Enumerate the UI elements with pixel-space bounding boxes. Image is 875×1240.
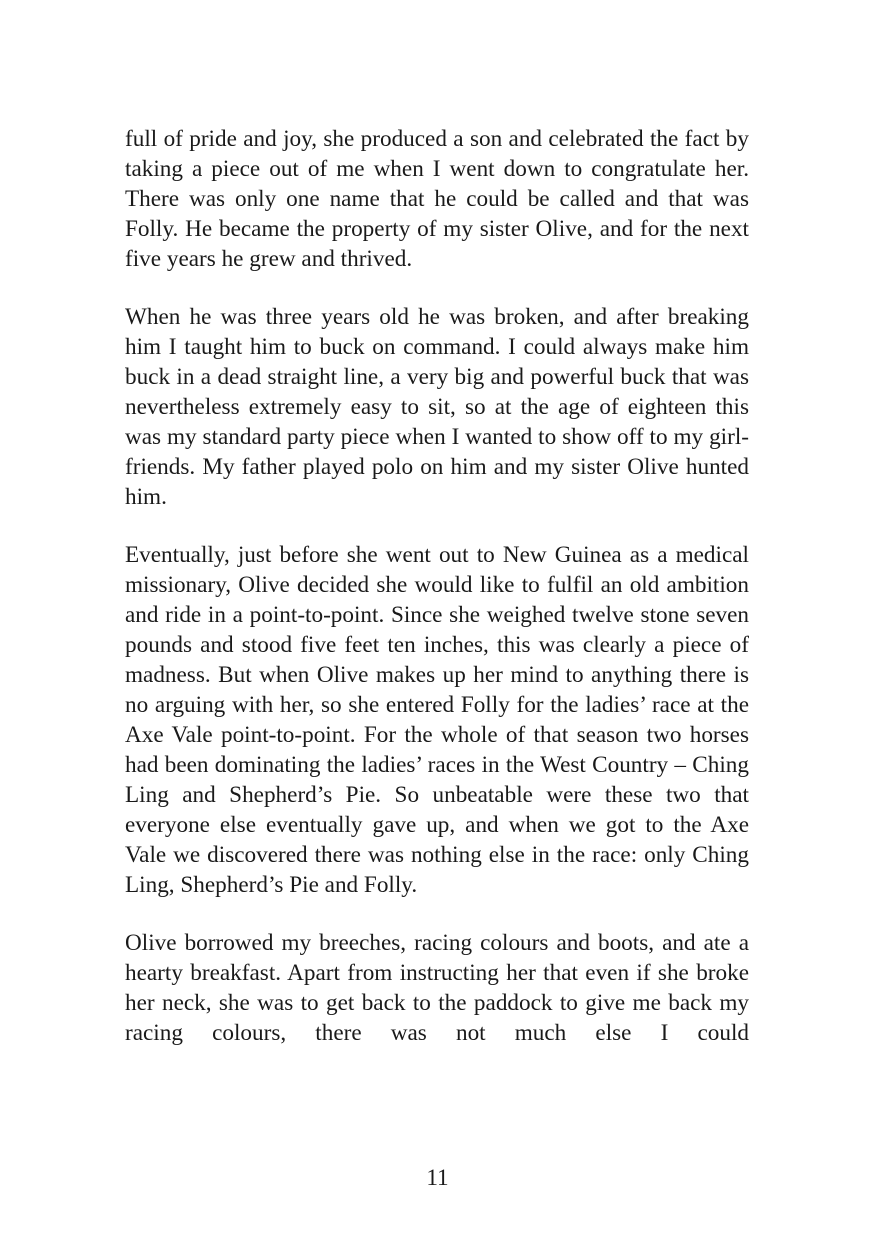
paragraph-3: Eventually, just before she went out to New Guinea as a medical missionary, Olive decided she would like to fulfil an old ambition and ride in a point-to-point. Since she weighed twelve stone seven pounds and stood five feet ten inches, this was clearly a piece of madness. But when Olive makes up her mind to anything there is no arguing with her, so she entered Folly for the ladies’ race at the Axe Vale point-to-point. For the whole of that season two horses had been dominating the ladies’ races in the West Country – Ching Ling and Shepherd’s Pie. So unbeatable were these two that everyone else eventually gave up, and when we got to the Axe Vale we discovered there was nothing else in the race: only Ching Ling, Shepherd’s Pie and Folly. xyxy=(125,542,749,898)
page-number: 11 xyxy=(426,1165,449,1191)
paragraph-4: Olive borrowed my breeches, racing colours and boots, and ate a hearty breakfast. Apart from instructing her that even if she broke her neck, she was to get back to the paddock to give me back my racing colours, there was not much else I could xyxy=(125,930,749,1046)
body-text xyxy=(125,124,749,1076)
paragraph-1: full of pride and joy, she produced a son and celebrated the fact by taking a piece out of me when I went down to congratulate her. There was only one name that he could be called and that was Folly. He became the property of my sister Olive, and for the next five years he grew and thrived. xyxy=(125,126,749,272)
paragraph-2: When he was three years old he was broken, and after breaking him I taught him to buck on command. I could always make him buck in a dead straight line, a very big and powerful buck that was nevertheless extremely easy to sit, so at the age of eighteen this was my standard party piece when I wanted to show off to my girl-friends. My father played polo on him and my sister Olive hunted him. xyxy=(125,304,749,510)
